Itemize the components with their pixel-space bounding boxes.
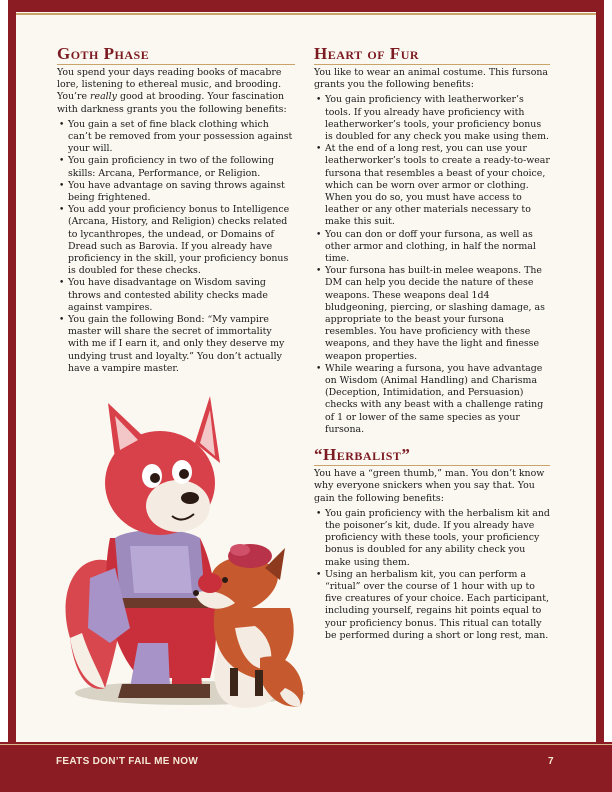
herbalist-section	[314, 446, 550, 642]
list-item: • While wearing a fursona, you have advantage on Wisdom (Animal Handling) and Charisma (Deception, Intimidation, and Persuasion) checks with any beast with a challenge rating of 1 or lower of the same species as your fursona.	[325, 363, 550, 436]
top-border	[8, 0, 604, 12]
goth-phase-intro: You spend your days reading books of macabre lore, listening to ethereal music, and brooding. You’re really good at brooding. Your fascination with darkness grants you the following benefits:	[57, 67, 287, 115]
footer-title: FEATS DON’T FAIL ME NOW	[56, 756, 199, 767]
goth-phase-benefits	[57, 119, 295, 375]
list-item: • You gain the following Bond: “My vampire master will share the secret of immortality with me if I earn it, and only they deserve my undying trust and loyalty.” You don’t actually have a vampire master.	[68, 314, 295, 375]
left-column	[57, 45, 295, 385]
fox-fursona-illustration	[60, 388, 305, 710]
heart-of-fur-intro: You like to wear an animal costume. This fursona grants you the following benefits:	[314, 67, 549, 91]
goth-phase-section	[57, 45, 295, 375]
page-footer	[0, 742, 612, 792]
right-border	[596, 0, 604, 792]
list-item: • You gain a set of fine black clothing which can’t be removed from your possession against your will.	[68, 119, 295, 156]
list-item: • You gain proficiency with leatherworker’s tools. If you already have proficiency with leatherworker’s tools, your proficiency bonus is doubled for any check you make using them.	[325, 94, 550, 143]
herbalist-benefits	[314, 508, 550, 642]
list-item: • Your fursona has built-in melee weapons. The DM can help you decide the nature of these weapons. These weapons deal 1d4 bludgeoning, piercing, or slashing damage, as appropriate to the beast your fursona resembles. You have proficiency with these weapons, and they have the light and finesse weapon properties.	[325, 265, 550, 363]
heart-of-fur-benefits	[314, 94, 550, 436]
list-item: • You gain proficiency in two of the following skills: Arcana, Performance, or Religion.	[68, 155, 295, 179]
page-number: 7	[548, 756, 554, 767]
left-border	[8, 0, 16, 792]
list-item: • You have advantage on saving throws against being frightened.	[68, 180, 295, 204]
list-item: • You have disadvantage on Wisdom saving throws and contested ability checks made against vampires.	[68, 277, 295, 314]
right-column	[314, 45, 550, 652]
list-item: • Using an herbalism kit, you can perform a “ritual” over the course of 1 hour with up to five creatures of your choice. Each participant, including yourself, regains hit points equal to your proficiency bonus. This ritual can totally be performed during a short or long rest, man.	[325, 569, 550, 642]
herbalist-intro: You have a “green thumb,” man. You don’t know why everyone snickers when you say that. You gain the following benefits:	[314, 468, 545, 504]
list-item: • At the end of a long rest, you can use your leatherworker’s tools to create a ready-to-wear fursona that resembles a beast of your choice, which can be worn over armor or clothing. When you do so, you must have access to leather or any other materials necessary to make this suit.	[325, 143, 550, 228]
heart-of-fur-title: Heart of Fur	[314, 45, 550, 65]
list-item: • You gain proficiency with the herbalism kit and the poisoner’s kit, dude. If you already have proficiency with these tools, your proficiency bonus is doubled for any ability check you make using them.	[325, 508, 550, 569]
herbalist-title: “Herbalist”	[314, 446, 550, 466]
list-item: • You add your proficiency bonus to Intelligence (Arcana, History, and Religion) checks related to lycanthropes, the undead, or Domains of Dread such as Barovia. If you already have proficiency in the skill, your proficiency bonus is doubled for these checks.	[68, 204, 295, 277]
list-item: • You can don or doff your fursona, as well as other armor and clothing, in half the normal time.	[325, 229, 550, 266]
goth-phase-title: Goth Phase	[57, 45, 295, 65]
heart-of-fur-section	[314, 45, 550, 436]
